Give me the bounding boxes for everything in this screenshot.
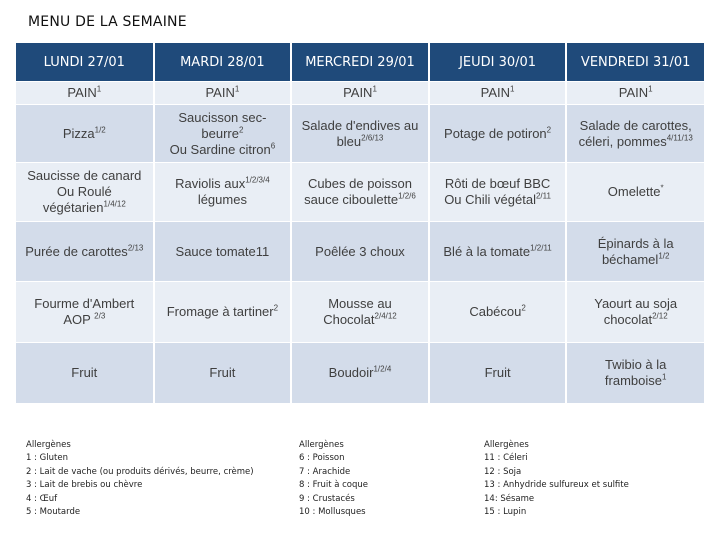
dish-cell-friday: Omelette* [566, 163, 704, 222]
allergen-legend-1 [26, 439, 254, 519]
allergen-item: 7 : Arachide [299, 466, 351, 477]
day-header-monday: LUNDI 27/01 [16, 43, 154, 82]
allergen-item: 3 : Lait de brebis ou chèvre [26, 480, 143, 491]
dish-cell-monday: Fruit [16, 343, 154, 404]
allergen-item: 6 : Poisson [299, 453, 345, 464]
day-header-tuesday: MARDI 28/01 [154, 43, 292, 82]
dish-cell-thursday: Cabécou$^2$ [429, 282, 567, 343]
menu-row-3 [16, 222, 704, 282]
dish-cell-friday: Twibio à la framboise$^1$ [566, 343, 704, 404]
dish-cell-wednesday: Salade d'endives au bleu$^{2/6/13}$ [291, 105, 429, 163]
dish-cell-tuesday: Saucisson sec- beurre$^2$ Ou Sardine citron$^6$ [154, 105, 292, 163]
allergen-legend-heading: Allergènes [484, 440, 529, 450]
dish-cell-thursday: Fruit [429, 343, 567, 404]
day-header-row [16, 43, 704, 82]
allergen-item: 12 : Soja [484, 466, 522, 477]
menu-row-2 [16, 163, 704, 222]
dish-cell-tuesday: Sauce tomate11 [154, 222, 292, 282]
dish-cell-monday: Pizza$^{1/2}$ [16, 105, 154, 163]
dish-cell-monday: Saucisse de canard Ou Roulé végétarien$^{1/4/12}$ [16, 163, 154, 222]
dish-cell-monday: Fourme d'Ambert AOP $^{2/3}$ [16, 282, 154, 343]
dish-cell-friday: Yaourt au soja chocolat$^{2/12}$ [566, 282, 704, 343]
allergen-item: 5 : Moutarde [26, 507, 81, 518]
allergen-legend-heading: Allergènes [299, 440, 344, 450]
dish-cell-tuesday: Raviolis aux$^{1/2/3/4}$ légumes [154, 163, 292, 222]
day-header-friday: VENDREDI 31/01 [566, 43, 704, 82]
bread-cell-thursday: PAIN$^1$ [429, 82, 567, 105]
allergen-item: 11 : Céleri [484, 453, 528, 464]
day-header-thursday: JEUDI 30/01 [429, 43, 567, 82]
day-header-wednesday: MERCREDI 29/01 [291, 43, 429, 82]
bread-cell-friday: PAIN$^1$ [566, 82, 704, 105]
bread-cell-tuesday: PAIN$^1$ [154, 82, 292, 105]
allergen-legend-3 [484, 439, 629, 519]
allergen-item: 8 : Fruit à coque [299, 480, 369, 491]
dish-cell-friday: Salade de carottes, céleri, pommes$^{4/11/13}$ [566, 105, 704, 163]
bread-cell-monday: PAIN$^1$ [16, 82, 154, 105]
allergen-item: 4 : Œuf [26, 493, 58, 504]
menu-row-5 [16, 343, 704, 404]
menu-row-4 [16, 282, 704, 343]
allergen-item: 10 : Mollusques [299, 507, 366, 518]
allergen-item: 9 : Crustacés [299, 493, 355, 504]
dish-cell-tuesday: Fruit [154, 343, 292, 404]
dish-cell-wednesday: Boudoir$^{1/2/4}$ [291, 343, 429, 404]
allergen-legend-heading: Allergènes [26, 440, 71, 450]
allergen-item: 2 : Lait de vache (ou produits dérivés, beurre, crème) [26, 466, 254, 477]
dish-cell-thursday: Blé à la tomate$^{1/2/11}$ [429, 222, 567, 282]
allergen-item: 1 : Gluten [26, 453, 68, 464]
allergen-legend-2 [299, 439, 368, 519]
dish-cell-friday: Épinards à la béchamel$^{1/2}$ [566, 222, 704, 282]
allergen-item: 13 : Anhydride sulfureux et sulfite [484, 480, 629, 491]
dish-cell-monday: Purée de carottes$^{2/13}$ [16, 222, 154, 282]
page-title: MENU DE LA SEMAINE [28, 14, 187, 30]
dish-cell-wednesday: Poêlée 3 choux [291, 222, 429, 282]
dish-cell-thursday: Potage de potiron$^2$ [429, 105, 567, 163]
allergen-item: 14: Sésame [484, 493, 535, 504]
bread-cell-wednesday: PAIN$^1$ [291, 82, 429, 105]
bread-row [16, 82, 704, 105]
dish-cell-thursday: Rôti de bœuf BBC Ou Chili végétal$^{2/11}$ [429, 163, 567, 222]
dish-cell-wednesday: Mousse au Chocolat$^{2/4/12}$ [291, 282, 429, 343]
dish-cell-wednesday: Cubes de poisson sauce ciboulette$^{1/2/6}$ [291, 163, 429, 222]
menu-row-1 [16, 105, 704, 163]
allergen-item: 15 : Lupin [484, 507, 527, 518]
weekly-menu-table [16, 43, 704, 403]
dish-cell-tuesday: Fromage à tartiner$^2$ [154, 282, 292, 343]
